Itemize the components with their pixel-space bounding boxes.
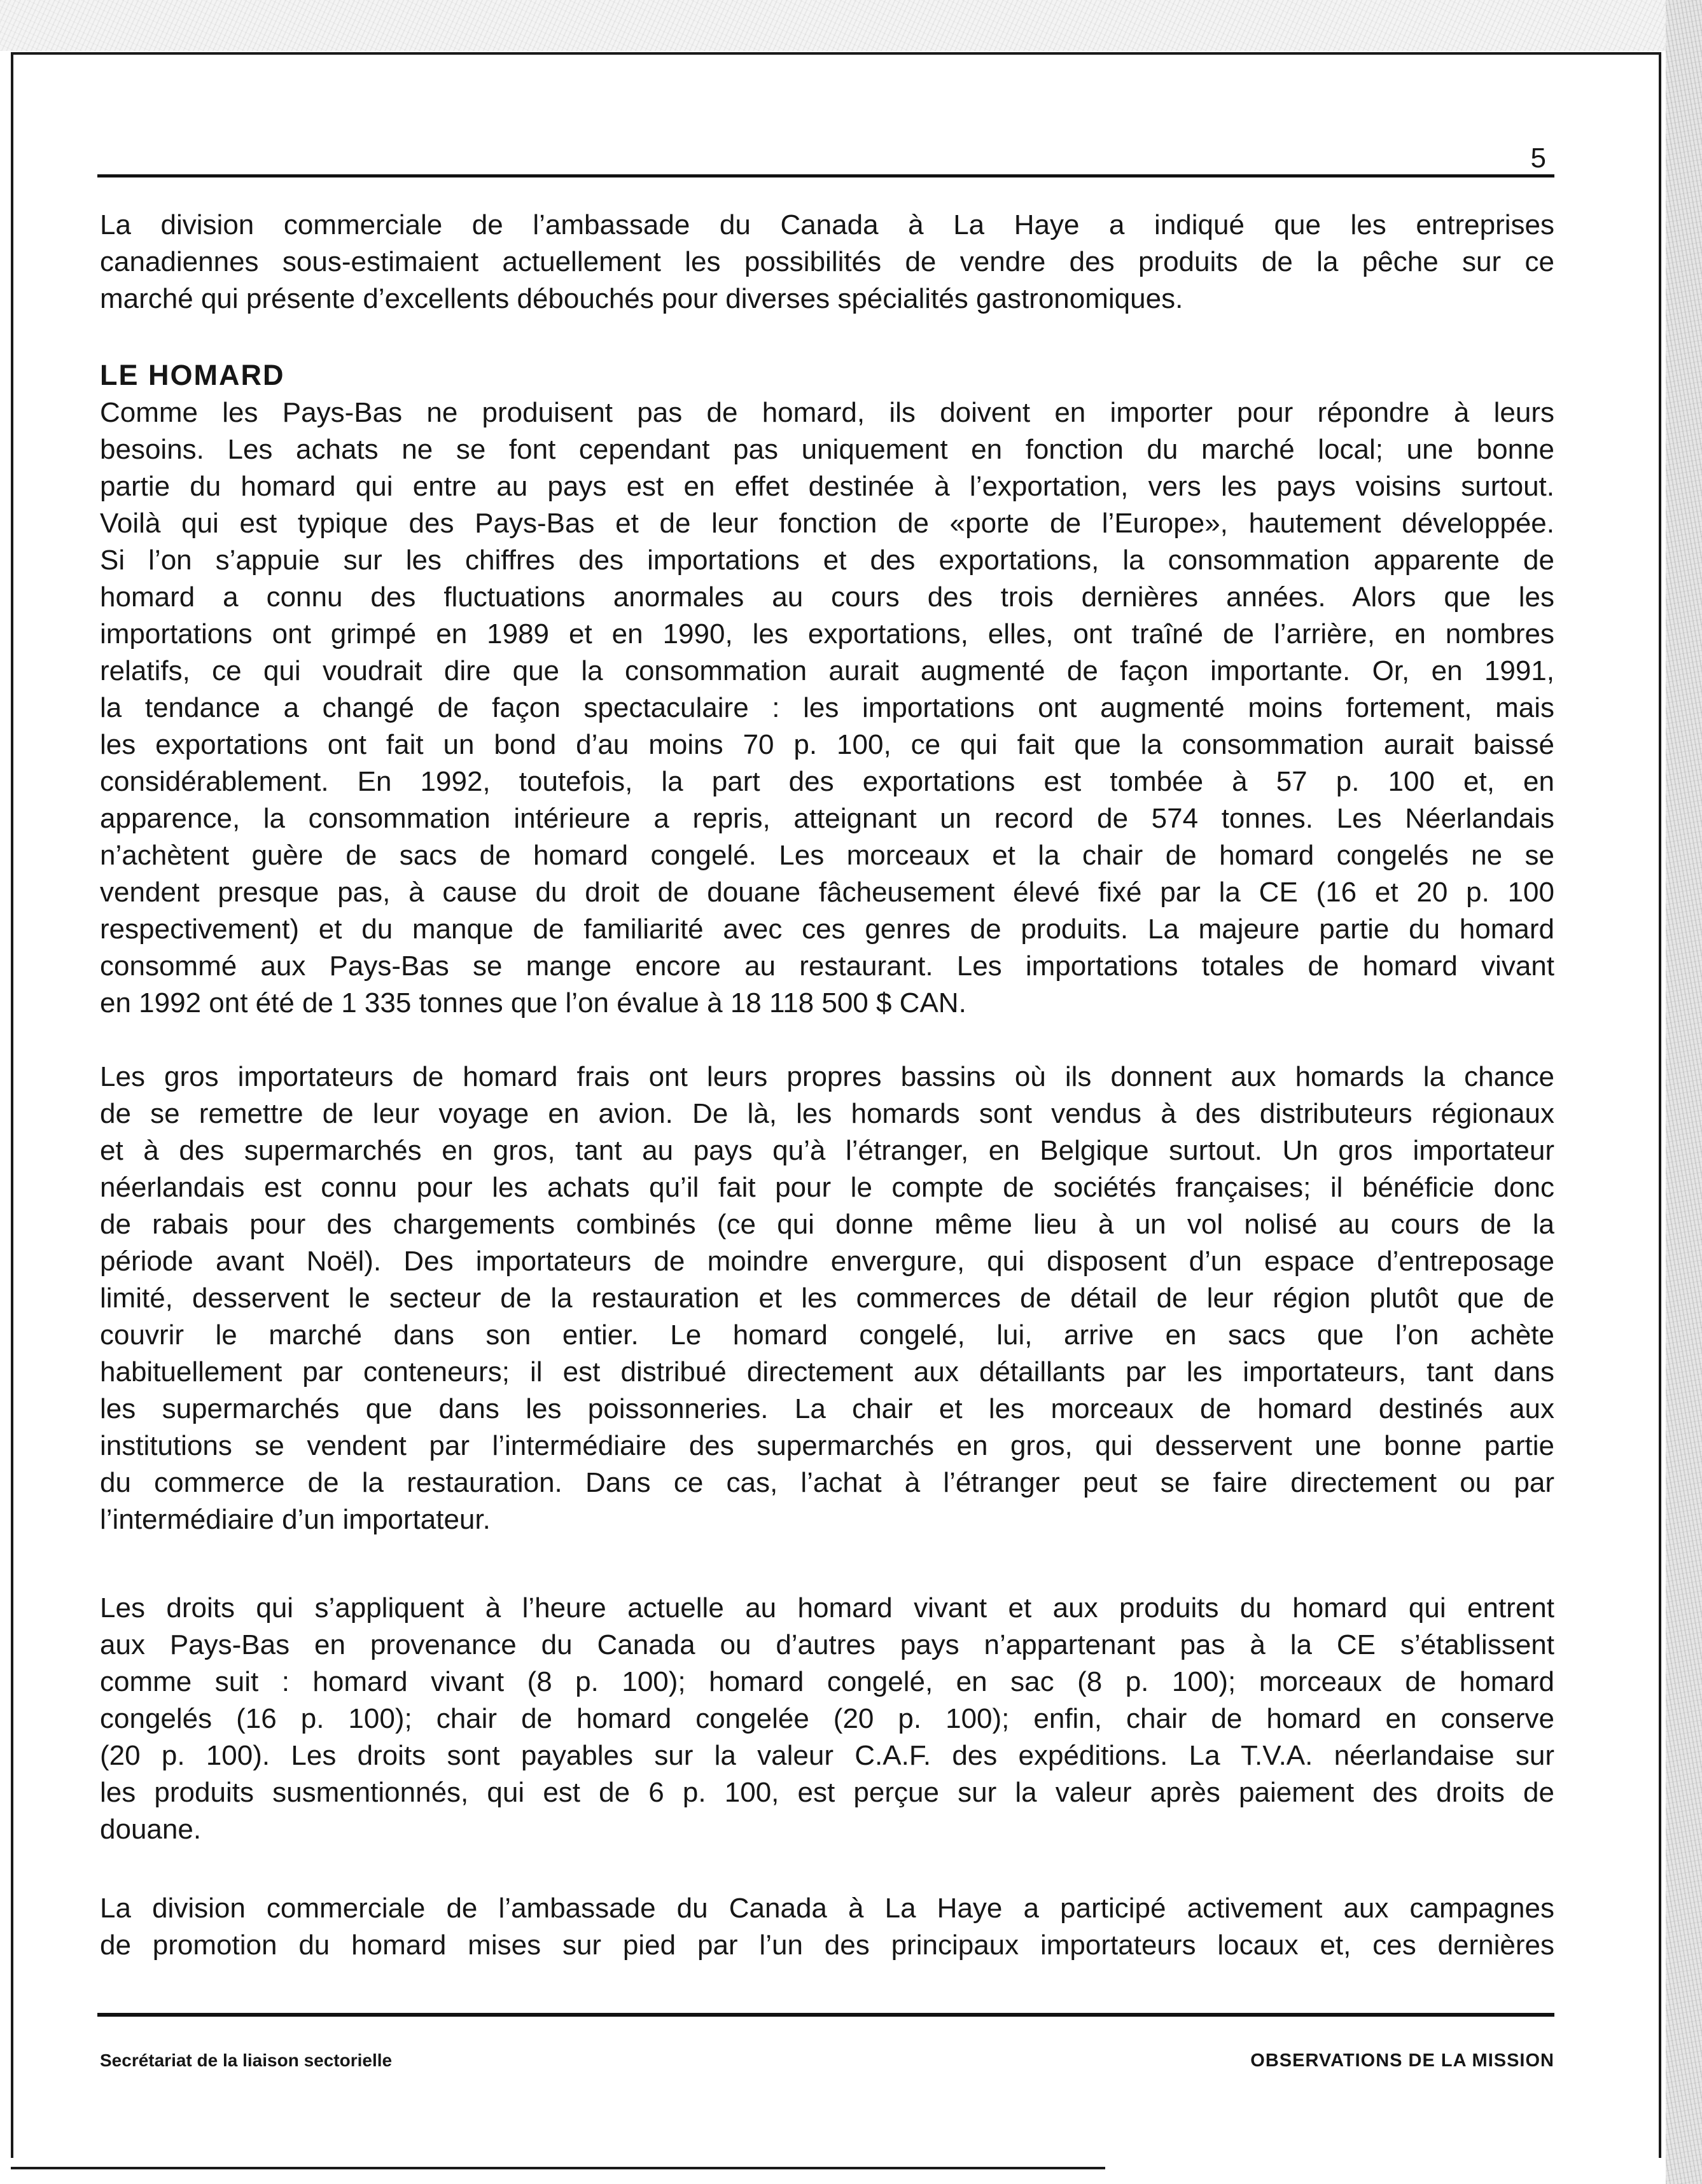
page-number: 5 — [1530, 143, 1546, 174]
text-line: n’achètent guère de sacs de homard congelé. Les morceaux et la chair de homard congelés ne se — [100, 840, 1554, 871]
text-line: respectivement) et du manque de familiarité avec ces genres de produits. La majeure partie du homard — [100, 914, 1554, 945]
text-line: période avant Noël). Des importateurs de moindre envergure, qui disposent d’un espace d’entreposage — [100, 1246, 1554, 1277]
text-line: couvrir le marché dans son entier. Le homard congelé, lui, arrive en sacs que l’on achète — [100, 1319, 1554, 1351]
text-line: congelés (16 p. 100); chair de homard congelée (20 p. 100); enfin, chair de homard en conserve — [100, 1703, 1554, 1734]
text-line: marché qui présente d’excellents débouchés pour diverses spécialités gastronomiques. — [100, 283, 1183, 314]
text-line: limité, desservent le secteur de la restauration et les commerces de détail de leur région plutôt que de — [100, 1283, 1554, 1314]
text-line: La division commerciale de l’ambassade du Canada à La Haye a indiqué que les entreprises — [100, 209, 1554, 240]
text-line: relatifs, ce qui voudrait dire que la consommation aurait augmenté de façon importante. Or, en 1991, — [100, 655, 1554, 686]
text-line: les supermarchés que dans les poissonneries. La chair et les morceaux de homard destinés aux — [100, 1393, 1554, 1424]
text-line: Les gros importateurs de homard frais ont leurs propres bassins où ils donnent aux homards la chance — [100, 1061, 1554, 1092]
page-frame-bottom — [11, 2167, 1105, 2169]
text-line: besoins. Les achats ne se font cependant pas uniquement en fonction du marché local; une bonne — [100, 434, 1554, 465]
text-line: en 1992 ont été de 1 335 tonnes que l’on évalue à 18 118 500 $ CAN. — [100, 987, 966, 1019]
text-line: Voilà qui est typique des Pays-Bas et de leur fonction de «porte de l’Europe», hautement développée. — [100, 508, 1554, 539]
paragraph-promotion — [100, 1890, 1554, 1964]
text-line: habituellement par conteneurs; il est distribué directement aux détaillants par les importateurs, tant dans — [100, 1356, 1554, 1388]
text-line: aux Pays-Bas en provenance du Canada ou d’autres pays n’appartenant pas à la CE s’établissent — [100, 1629, 1554, 1660]
text-line: (20 p. 100). Les droits sont payables sur la valeur C.A.F. des expéditions. La T.V.A. néerlandaise sur — [100, 1740, 1554, 1771]
paragraph-lobster-market — [100, 394, 1554, 1022]
text-line: homard a connu des fluctuations anormales au cours des trois dernières années. Alors que les — [100, 581, 1554, 613]
footer-left-text: Secrétariat de la liaison sectorielle — [100, 2050, 393, 2070]
text-line: douane. — [100, 1814, 202, 1845]
text-line: Si l’on s’appuie sur les chiffres des importations et des exportations, la consommation apparente de — [100, 545, 1554, 576]
text-line: l’intermédiaire d’un importateur. — [100, 1504, 491, 1535]
text-line: et à des supermarchés en gros, tant au pays qu’à l’étranger, en Belgique surtout. Un gros importateur — [100, 1135, 1554, 1166]
text-line: consommé aux Pays-Bas se mange encore au restaurant. Les importations totales de homard vivant — [100, 950, 1554, 982]
text-line: apparence, la consommation intérieure a repris, atteignant un record de 574 tonnes. Les Néerlandais — [100, 803, 1554, 834]
text-line: partie du homard qui entre au pays est en effet destinée à l’exportation, vers les pays voisins surtout. — [100, 471, 1554, 502]
text-line: de promotion du homard mises sur pied par l’un des principaux importateurs locaux et, ces dernières — [100, 1930, 1554, 1961]
paragraph-importers — [100, 1059, 1554, 1538]
text-line: canadiennes sous-estimaient actuellement les possibilités de vendre des produits de la pêche sur ce — [100, 246, 1554, 277]
scan-margin-right — [1666, 0, 1702, 2184]
text-line: de se remettre de leur voyage en avion. De là, les homards sont vendus à des distributeurs régionaux — [100, 1098, 1554, 1129]
text-line: Comme les Pays-Bas ne produisent pas de homard, ils doivent en importer pour répondre à leurs — [100, 397, 1554, 428]
footer-right-text: OBSERVATIONS DE LA MISSION — [1250, 2050, 1554, 2071]
header-rule — [97, 174, 1554, 177]
section-heading: LE HOMARD — [100, 359, 285, 391]
text-line: importations ont grimpé en 1989 et en 1990, les exportations, elles, ont traîné de l’arrière, en nombres — [100, 618, 1554, 650]
text-line: considérablement. En 1992, toutefois, la part des exportations est tombée à 57 p. 100 et, en — [100, 766, 1554, 797]
text-line: vendent presque pas, à cause du droit de douane fâcheusement élevé fixé par la CE (16 et 20 p. 100 — [100, 877, 1554, 908]
text-line: institutions se vendent par l’intermédiaire des supermarchés en gros, qui desservent une bonne partie — [100, 1430, 1554, 1461]
text-line: la tendance a changé de façon spectaculaire : les importations ont augmenté moins fortement, mais — [100, 692, 1554, 723]
text-line: Les droits qui s’appliquent à l’heure actuelle au homard vivant et aux produits du homard qui entrent — [100, 1592, 1554, 1624]
text-line: néerlandais est connu pour les achats qu’il fait pour le compte de sociétés françaises; il bénéficie donc — [100, 1172, 1554, 1203]
text-line: les produits susmentionnés, qui est de 6 p. 100, est perçue sur la valeur après paiement des droits de — [100, 1777, 1554, 1808]
text-line: comme suit : homard vivant (8 p. 100); homard congelé, en sac (8 p. 100); morceaux de homard — [100, 1666, 1554, 1697]
text-line: les exportations ont fait un bond d’au moins 70 p. 100, ce qui fait que la consommation aurait baissé — [100, 729, 1554, 760]
footer-rule — [97, 2013, 1554, 2017]
paragraph-intro — [100, 207, 1554, 317]
text-line: de rabais pour des chargements combinés (ce qui donne même lieu à un vol nolisé au cours de la — [100, 1209, 1554, 1240]
scan-margin-top — [0, 0, 1702, 51]
paragraph-duties — [100, 1590, 1554, 1848]
text-line: La division commerciale de l’ambassade du Canada à La Haye a participé activement aux campagnes — [100, 1893, 1554, 1924]
text-line: du commerce de la restauration. Dans ce cas, l’achat à l’étranger peut se faire directement ou par — [100, 1467, 1554, 1498]
